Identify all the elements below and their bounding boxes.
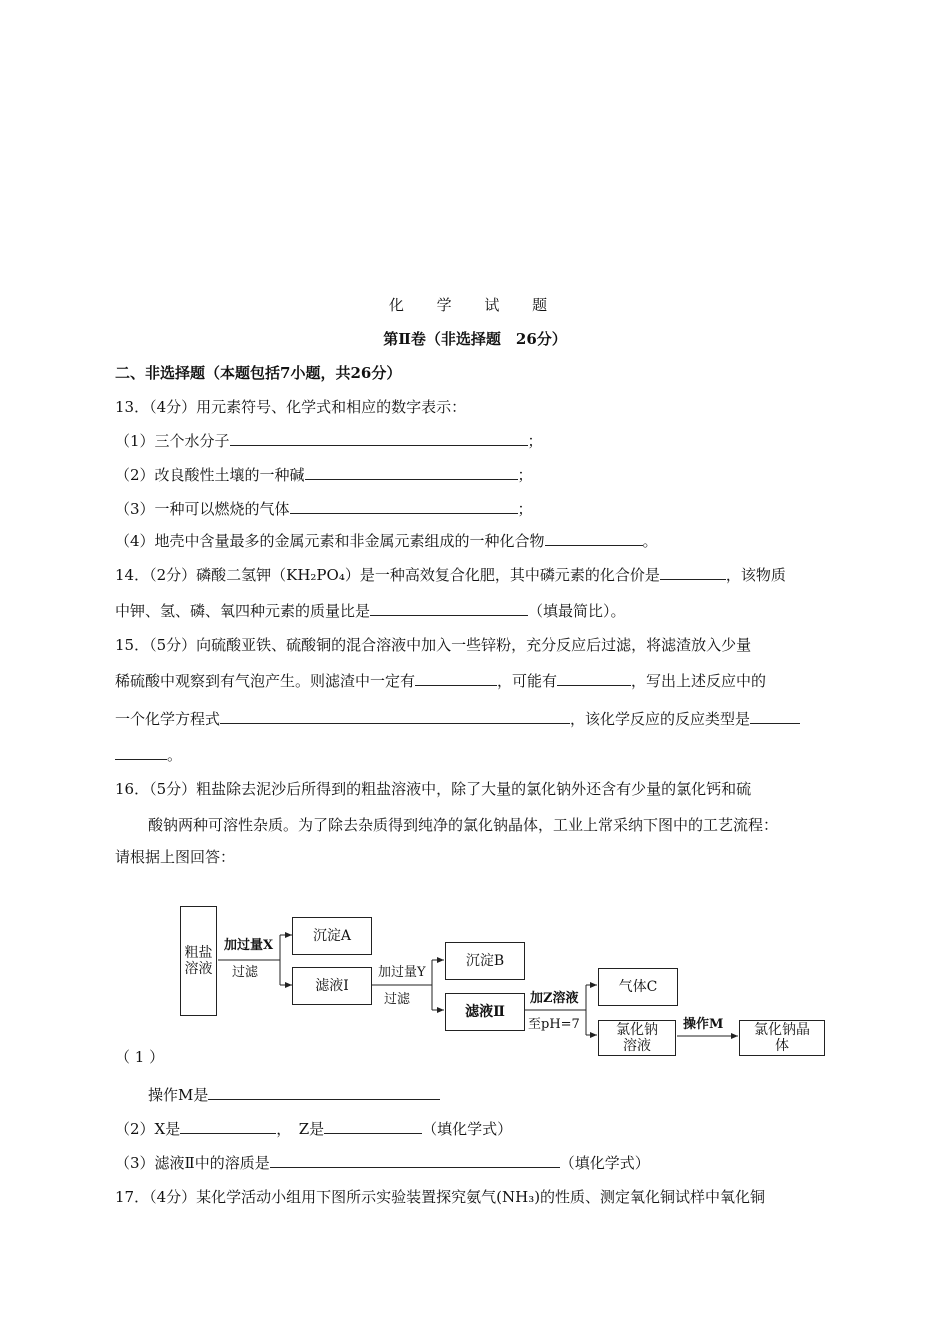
q13-item-2: （2）改良酸性土壤的一种碱 ； (115, 466, 533, 484)
q16-line-1: 16．（5分）粗盐除去泥沙后所得到的粗盐溶液中，除了大量的氯化钠外还含有少量的氯化钙和硫 (115, 780, 752, 798)
add-z-label: 加Z溶液 (530, 991, 579, 1006)
q16-sub2: （2）X是 ， Z是 （填化学式） (115, 1120, 513, 1138)
q13-item-3: （3）一种可以燃烧的气体 ； (115, 500, 533, 518)
q15-line-2: 稀硫酸中观察到有气泡产生。则滤渣中一定有 ，可能有 ，写出上述反应中的 (115, 672, 767, 690)
q13-stem: 13．（4分）用元素符号、化学式和相应的数字表示： (115, 398, 467, 416)
filter-label-1: 过滤 (232, 965, 259, 980)
volume-subtitle: 第Ⅱ卷（非选择题 26分） (383, 330, 567, 348)
ph-label: 至pH=7 (528, 1017, 580, 1032)
add-x-label: 加过量X (224, 938, 274, 953)
answer-blank[interactable] (270, 1153, 560, 1168)
q16-sub1: 操作M是 (148, 1084, 440, 1105)
answer-blank[interactable] (324, 1119, 422, 1134)
filtrate-2-box: 滤液Ⅱ (445, 993, 525, 1031)
q16-sub1-number: （ 1 ） (115, 1048, 165, 1066)
operation-m-label: 操作M (683, 1017, 724, 1032)
filter-label-2: 过滤 (384, 992, 411, 1007)
q15-line-1: 15．（5分）向硫酸亚铁、硫酸铜的混合溶液中加入一些锌粉，充分反应后过滤，将滤渣放入少量 (115, 636, 752, 654)
q13-item-1: （1）三个水分子 ； (115, 432, 543, 450)
q16-line-3: 请根据上图回答： (115, 848, 236, 866)
answer-blank[interactable] (208, 1085, 440, 1100)
nacl-solution-box: 氯化钠溶液 (598, 1020, 676, 1056)
q15-line-4: 。 (115, 744, 182, 765)
crude-salt-box: 粗盐溶液 (180, 906, 217, 1016)
filtrate-1-box: 滤液Ⅰ (292, 967, 372, 1005)
q17-line-1: 17．（4分）某化学活动小组用下图所示实验装置探究氨气(NH₃)的性质、测定氧化铜试样中氧化铜 (115, 1188, 766, 1206)
gas-c-box: 气体C (598, 968, 678, 1006)
precipitate-b-box: 沉淀B (445, 942, 525, 980)
nacl-crystal-box: 氯化钠晶体 (739, 1020, 825, 1056)
q13-item-4: （4）地壳中含量最多的金属元素和非金属元素组成的一种化合物 。 (115, 532, 658, 550)
q15-line-3: 一个化学方程式 ，该化学反应的反应类型是 (115, 708, 800, 729)
q16-line-2: 酸钠两种可溶性杂质。为了除去杂质得到纯净的氯化钠晶体，工业上常采纳下图中的工艺流程： (148, 816, 779, 834)
add-y-label: 加过量Y (378, 965, 426, 980)
precipitate-a-box: 沉淀A (292, 917, 372, 955)
q16-sub3: （3）滤液Ⅱ中的溶质是 （填化学式） (115, 1154, 650, 1172)
section-heading: 二、非选择题（本题包括7小题，共26分） (115, 364, 402, 382)
answer-blank[interactable] (180, 1119, 276, 1134)
paper-title: 化 学 试 题 (388, 296, 562, 314)
q14-line-2: 中钾、氢、磷、氧四种元素的质量比是 （填最简比）。 (115, 602, 626, 620)
q14-line-1: 14．（2分）磷酸二氢钾（KH₂PO₄）是一种高效复合化肥，其中磷元素的化合价是 ，该物质 (115, 566, 786, 584)
